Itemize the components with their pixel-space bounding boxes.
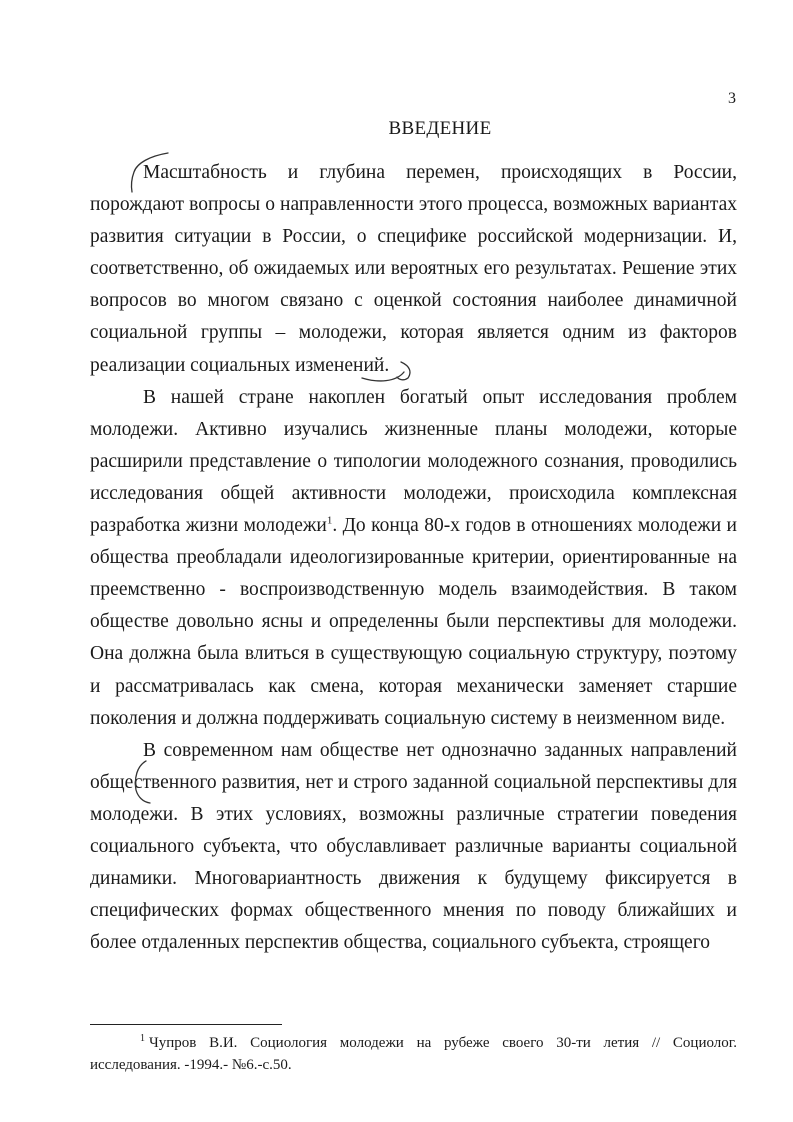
paragraph-2: [90, 382, 737, 735]
page-number: 3: [728, 90, 736, 107]
paragraph-2-text-b: . До конца 80-х годов в отношениях молодежи и общества преобладали идеологизированные критерии, ориентированные на преемственно - воспроизводственную модель взаимодействия. В таком обществе довольно ясны и определенны были перспективы для молодежи. Она должна была влиться в существующую социальную структуру, поэтому и рассматривалась как смена, которая механически заменяет старшие поколения и должна поддерживать социальную систему в неизменном виде.: [90, 515, 737, 729]
paragraph-1: Масштабность и глубина перемен, происходящих в России, порождают вопросы о направленности этого процесса, возможных вариантах развития ситуации в России, о специфике российской модернизации. И, соответственно, об ожидаемых или вероятных его результатах. Решение этих вопросов во многом связано с оценкой состояния наиболее динамичной социальной группы – молодежи, которая является одним из факторов реализации социальных изменений.: [90, 162, 737, 376]
footnote-reference[interactable]: 1: [326, 514, 333, 527]
footnote-marker: 1: [140, 1033, 145, 1044]
page-title: ВВЕДЕНИЕ: [388, 118, 492, 139]
footnote-divider: [90, 1024, 282, 1025]
footnote-text: Чупров В.И. Социология молодежи на рубеже своего 30-ти летия // Социолог. исследования. -1994.- №6.-с.50.: [90, 1035, 737, 1073]
paragraph-2-text-a: В нашей стране накоплен богатый опыт исследования проблем молодежи. Активно изучались жизненные планы молодежи, которые расширили представление о типологии молодежного сознания, проводились исследования общей активности молодежи, происходила комплексная разработка жизни молодежи: [90, 386, 737, 537]
body-text: [90, 157, 737, 959]
paragraph-3: В современном нам обществе нет однозначно заданных направлений общественного развития, нет и строго заданной социальной перспективы для молодежи. В этих условиях, возможны различные стратегии поведения социального субъекта, что обуславливает различные варианты социальной динамики. Многовариантность движения к будущему фиксируется в специфических формах общественного мнения по поводу ближайших и более отдаленных перспектив общества, социального субъекта, строящего: [90, 739, 737, 954]
footnote: [90, 1032, 737, 1076]
